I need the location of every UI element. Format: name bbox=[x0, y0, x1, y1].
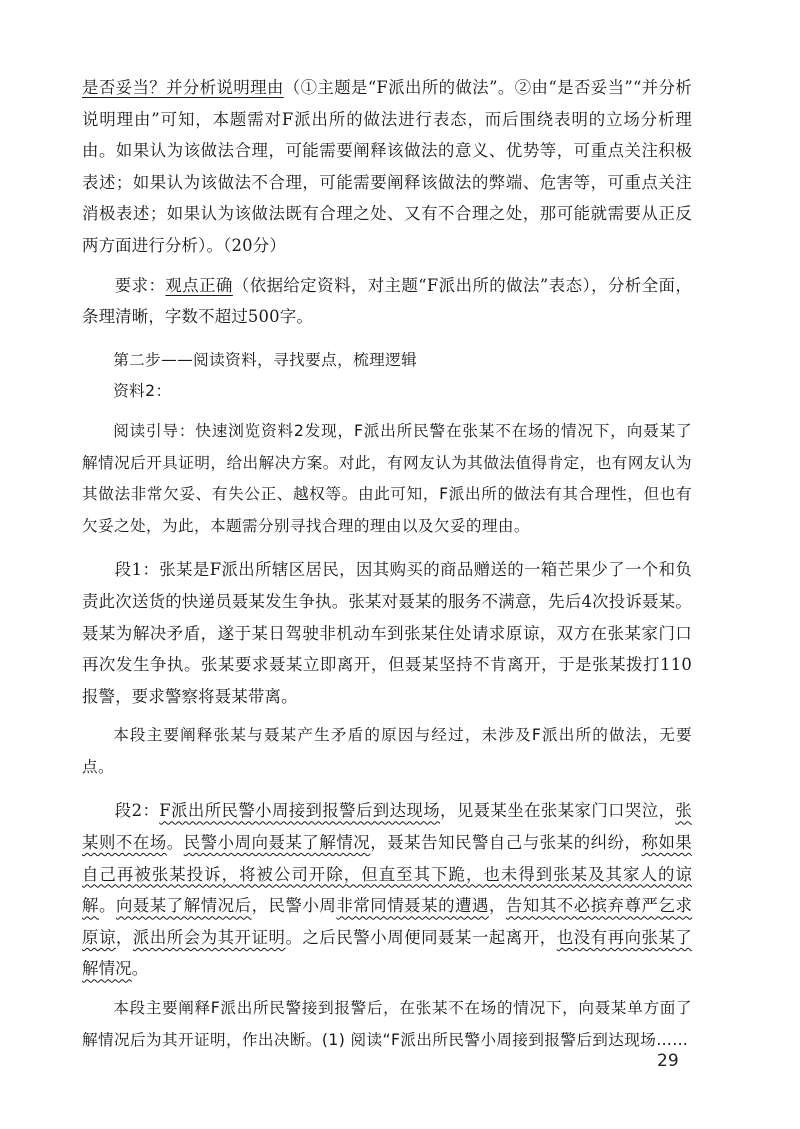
highlight-6: 非常同情聂某的遭遇 bbox=[336, 896, 489, 916]
segment-2 bbox=[82, 795, 692, 985]
material-label: 资料2： bbox=[113, 382, 172, 401]
highlight-9: 也没有再向张某了解情况 bbox=[82, 927, 693, 979]
requirement-label: 要求： bbox=[114, 275, 166, 295]
requirement-underlined: 观点正确 bbox=[165, 275, 233, 295]
requirement-text: （依据给定资料，对主题“F派出所的做法”表态），分析全面，条理清晰，字数不超过500字。 bbox=[82, 275, 693, 327]
requirement-paragraph bbox=[82, 270, 692, 333]
text-7: ， bbox=[115, 927, 133, 947]
text-2: 。 bbox=[166, 833, 184, 853]
document-page bbox=[82, 72, 692, 1056]
text-3: ，聂某告知民警自己与张某的纠纷， bbox=[370, 833, 642, 853]
segment-2-note: 本段主要阐释F派出所民警接到报警后，在张某不在场的情况下，向聂某单方面了解情况后为其开证明，作出决断。(1) 阅读“F派出所民警小周接到报警后到达现场…… bbox=[82, 999, 692, 1049]
highlight-2: 张某则不在场 bbox=[82, 801, 692, 853]
highlight-4: 称如果自己再被张某投诉，将被公司开除，但直至其下跪，也未得到张某及其家人的谅解 bbox=[82, 833, 693, 916]
segment-1: 段1：张某是F派出所辖区居民，因其购买的商品赠送的一箱芒果少了一个和负责此次送货的快递员聂某发生争执。张某对聂某的服务不满意，先后4次投诉聂某。聂某为解决矛盾，遂于某日驾驶非机动车到张某住处请求原谅，双方在张某家门口再次发生争执。张某要求聂某立即离开，但聂某坚持不肯离开，于是张某拨打110报警，要求警察将聂某带离。 bbox=[82, 560, 692, 706]
highlight-7: 告知其不必摈弃尊严乞求原谅 bbox=[82, 896, 693, 947]
text-1: ，见聂某坐在张某家门口哭泣， bbox=[440, 801, 676, 821]
text-8: 。之后民警小周便同聂某一起离开， bbox=[285, 927, 557, 947]
highlight-3: 民警小周向聂某了解情况 bbox=[183, 833, 371, 853]
reading-guide: 阅读引导：快速浏览资料2发现，F派出所民警在张某不在场的情况下，向聂某了解情况后开具证明，给出解决方案。对此，有网友认为其做法值得肯定，也有网友认为其做法非常欠妥、有失公正、越权等。由此可知，F派出所的做法有其合理性，但也有欠妥之处，为此，本题需分别寻找合理的理由以及欠妥的理由。 bbox=[82, 421, 692, 535]
highlight-8: 派出所会为其开证明 bbox=[132, 927, 286, 947]
segment-1-note: 本段主要阐释张某与聂某产生矛盾的原因与经过，未涉及F派出所的做法，无要点。 bbox=[82, 726, 692, 776]
page-number: 29 bbox=[657, 1051, 679, 1071]
question-explanation bbox=[82, 72, 692, 262]
segment-2-lead: 段2： bbox=[114, 801, 160, 821]
text-9: 。 bbox=[131, 959, 149, 979]
text-4: 。 bbox=[98, 896, 116, 916]
highlight-1: F派出所民警小周接到报警后到达现场 bbox=[159, 801, 441, 821]
text-5: ，民警小周 bbox=[251, 896, 337, 916]
step-heading: 第二步——阅读资料，寻找要点，梳理逻辑 bbox=[113, 350, 418, 369]
question-analysis: （①主题是“F派出所的做法”。②由“是否妥当”“并分析说明理由”可知，本题需对F派出所的做法进行表态，而后围绕表明的立场分析理由。如果认为该做法合理，可能需要阐释该做法的意义、优势等，可重点关注积极表述；如果认为该做法不合理，可能需要阐释该做法的弊端、危害等，可重点关注消极表述；如果认为该做法既有合理之处、又有不合理之处，那可能就需要从正反两方面进行分析）。（20分） bbox=[82, 78, 692, 255]
text-6: ， bbox=[488, 896, 506, 916]
highlight-5: 向聂某了解情况后 bbox=[115, 896, 252, 916]
question-underlined: 是否妥当？并分析说明理由 bbox=[82, 78, 284, 97]
